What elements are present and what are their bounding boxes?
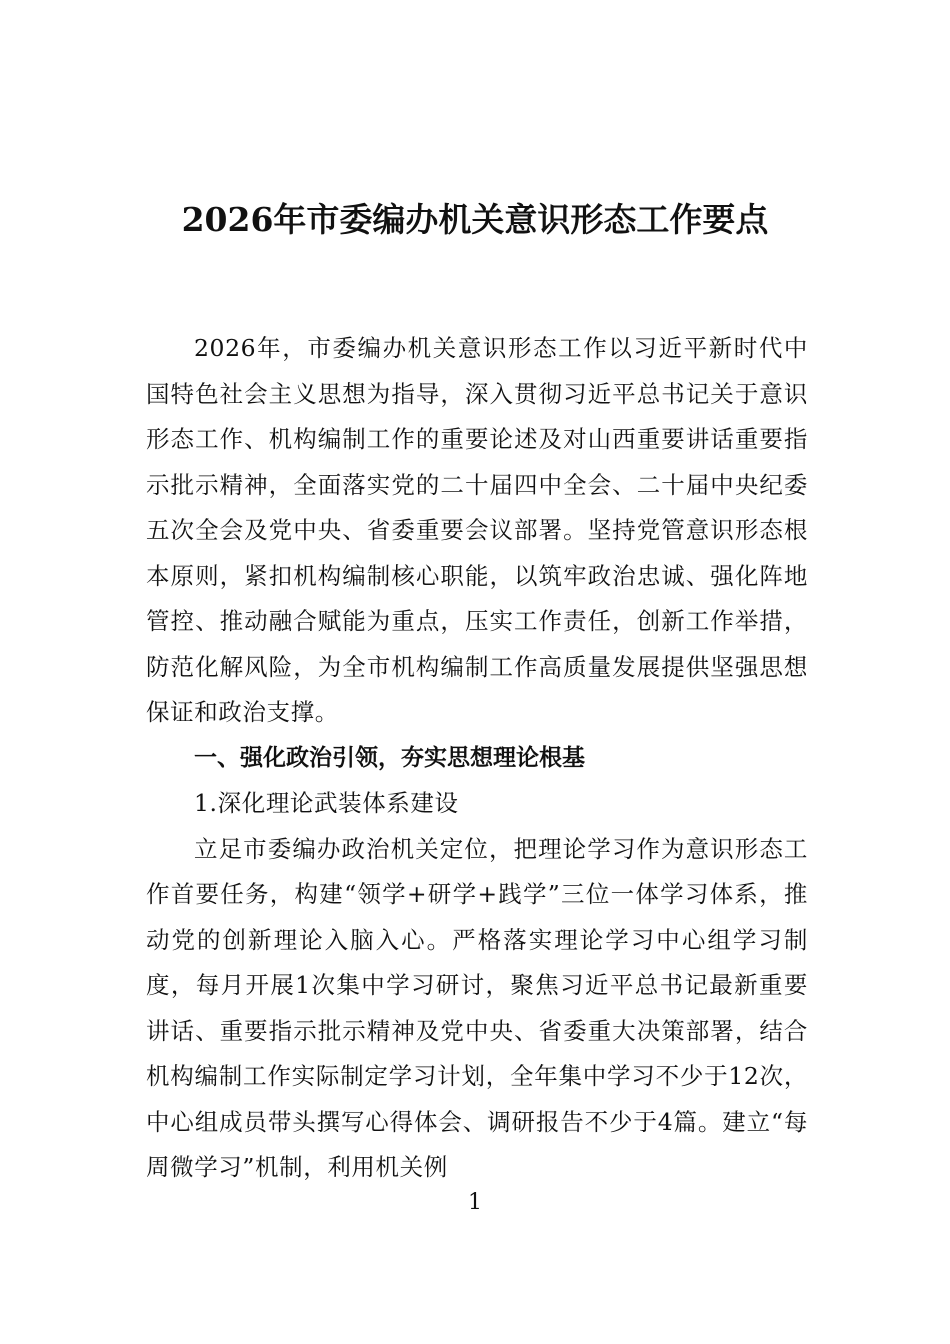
document-body (146, 326, 808, 1191)
subsection-heading: 1.深化理论武装体系建设 (194, 789, 459, 817)
page-number: 1 (468, 1190, 482, 1215)
subsection-paragraph: 立足市委编办政治机关定位，把理论学习作为意识形态工作首要任务，构建“领学+研学+践学”三位一体学习体系，推动党的创新理论入脑入心。严格落实理论学习中心组学习制度，每月开展1次集中学习研讨，聚焦习近平总书记最新重要讲话、重要指示批示精神及党中央、省委重大决策部署，结合机构编制工作实际制定学习计划，全年集中学习不少于12次，中心组成员带头撰写心得体会、调研报告不少于4篇。建立“每周微学习”机制，利用机关例 (146, 834, 808, 1181)
section-heading: 一、强化政治引领，夯实思想理论根基 (194, 744, 585, 771)
document-title: 2026年市委编办机关意识形态工作要点 (181, 200, 769, 239)
intro-paragraph: 2026年，市委编办机关意识形态工作以习近平新时代中国特色社会主义思想为指导，深入贯彻习近平总书记关于意识形态工作、机构编制工作的重要论述及对山西重要讲话重要指示批示精神，全面落实党的二十届四中全会、二十届中央纪委五次全会及党中央、省委重要会议部署。坚持党管意识形态根本原则，紧扣机构编制核心职能，以筑牢政治忠诚、强化阵地管控、推动融合赋能为重点，压实工作责任，创新工作举措，防范化解风险，为全市机构编制工作高质量发展提供坚强思想保证和政治支撑。 (146, 334, 808, 726)
